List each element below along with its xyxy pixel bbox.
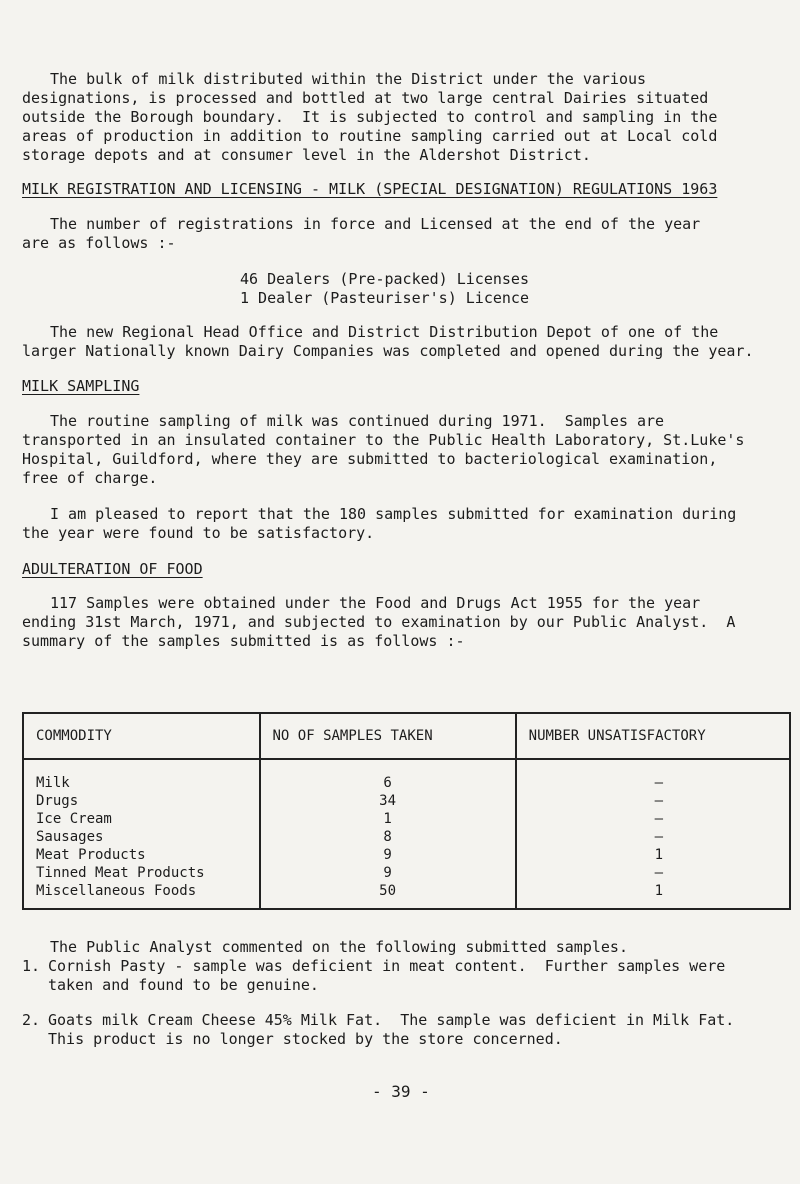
intro-line-3: outside the Borough boundary. It is subjected to control and sampling in the (22, 108, 718, 126)
note-number: 2. (22, 1011, 41, 1029)
sampling-line-2: transported in an insulated container to the Public Health Laboratory, St.Luke's (22, 431, 745, 449)
unsatisfactory-cell: – (516, 792, 790, 810)
intro-line-1: The bulk of milk distributed within the District under the various (50, 70, 647, 88)
note-1-line-1: Cornish Pasty - sample was deficient in meat content. Further samples were (48, 957, 726, 975)
licence-pasteuriser: 1 Dealer (Pasteuriser's) Licence (240, 289, 529, 307)
samples-taken-cell: 9 (260, 864, 516, 882)
adulteration-line-3: summary of the samples submitted is as follows :- (22, 632, 465, 650)
table-row (23, 882, 790, 909)
satisfactory-line-1: I am pleased to report that the 180 samples submitted for examination during (50, 505, 737, 523)
header-commodity: COMMODITY (23, 713, 260, 759)
unsatisfactory-cell: 1 (516, 846, 790, 864)
heading-adulteration: ADULTERATION OF FOOD (22, 560, 203, 578)
table-row (23, 810, 790, 828)
intro-line-5: storage depots and at consumer level in the Aldershot District. (22, 146, 591, 164)
adulteration-line-1: 117 Samples were obtained under the Food and Drugs Act 1955 for the year (50, 594, 701, 612)
unsatisfactory-cell: – (516, 810, 790, 828)
samples-taken-cell: 6 (260, 759, 516, 792)
table-row (23, 846, 790, 864)
analyst-intro: The Public Analyst commented on the following submitted samples. (50, 938, 628, 956)
heading-registration: MILK REGISTRATION AND LICENSING - MILK (SPECIAL DESIGNATION) REGULATIONS 1963 (22, 180, 718, 198)
samples-taken-cell: 9 (260, 846, 516, 864)
note-1-line-2: taken and found to be genuine. (48, 976, 319, 994)
registration-line-2: are as follows :- (22, 234, 176, 252)
table-row (23, 759, 790, 792)
note-number: 1. (22, 957, 41, 975)
unsatisfactory-cell: – (516, 864, 790, 882)
samples-taken-cell: 50 (260, 882, 516, 909)
adulteration-line-2: ending 31st March, 1971, and subjected to examination by our Public Analyst. A (22, 613, 736, 631)
page-number: - 39 - (372, 1082, 430, 1101)
samples-taken-cell: 34 (260, 792, 516, 810)
header-number-unsatisfactory: NUMBER UNSATISFACTORY (516, 713, 790, 759)
note-2-line-1: Goats milk Cream Cheese 45% Milk Fat. The sample was deficient in Milk Fat. (48, 1011, 735, 1029)
commodity-cell: Miscellaneous Foods (23, 882, 260, 909)
sampling-line-3: Hospital, Guildford, where they are submitted to bacteriological examination, (22, 450, 718, 468)
unsatisfactory-cell: 1 (516, 882, 790, 909)
commodity-cell: Ice Cream (23, 810, 260, 828)
depot-line-1: The new Regional Head Office and District Distribution Depot of one of the (50, 323, 719, 341)
commodity-cell: Sausages (23, 828, 260, 846)
table-row (23, 864, 790, 882)
commodity-cell: Milk (23, 759, 260, 792)
unsatisfactory-cell: – (516, 828, 790, 846)
commodity-cell: Tinned Meat Products (23, 864, 260, 882)
samples-taken-cell: 1 (260, 810, 516, 828)
registration-line-1: The number of registrations in force and Licensed at the end of the year (50, 215, 701, 233)
sampling-line-1: The routine sampling of milk was continued during 1971. Samples are (50, 412, 665, 430)
samples-summary-table (22, 712, 791, 910)
samples-taken-cell: 8 (260, 828, 516, 846)
licence-pre-packed: 46 Dealers (Pre-packed) Licenses (240, 270, 529, 288)
table-header-row (23, 713, 790, 759)
commodity-cell: Meat Products (23, 846, 260, 864)
heading-milk-sampling: MILK SAMPLING (22, 377, 140, 395)
header-samples-taken: NO OF SAMPLES TAKEN (260, 713, 516, 759)
note-2-line-2: This product is no longer stocked by the store concerned. (48, 1030, 563, 1048)
depot-line-2: larger Nationally known Dairy Companies was completed and opened during the year. (22, 342, 754, 360)
commodity-cell: Drugs (23, 792, 260, 810)
intro-line-2: designations, is processed and bottled at two large central Dairies situated (22, 89, 709, 107)
table-row (23, 792, 790, 810)
satisfactory-line-2: the year were found to be satisfactory. (22, 524, 375, 542)
table-row (23, 828, 790, 846)
sampling-line-4: free of charge. (22, 469, 158, 487)
intro-line-4: areas of production in addition to routine sampling carried out at Local cold (22, 127, 718, 145)
unsatisfactory-cell: – (516, 759, 790, 792)
